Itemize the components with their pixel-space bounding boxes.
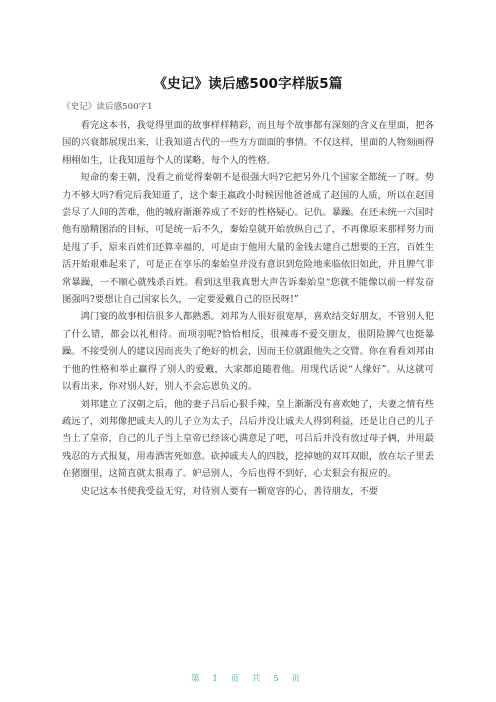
paragraph: 短命的秦王朝，没看之前觉得秦朝不是很强大吗?它把另外几个国家全都统一了呀。势力不够大吗?看完后我知道了，这个秦王嬴政小时候因他爸爸成了赵国的人质，所以在赵国尝尽了人间的苦难，他的城府渐渐养成了不好的性格疑心。记仇。暴躁。在还未统一六国时他有励精图治的目标，可是统一后不久，秦始皇就开始放纵自己了，不再像原来那样努力而是甩了手，原来百姓们还算幸福的，可是由于他用大量的金钱去建自己想要的王宫，百姓生活开始艰难起来了，可是正在享乐的秦始皇并没有意识到危险地来临依旧如此，并且脾气非常暴躁，一不顺心就残杀百姓。看到这里我真想大声告诉秦始皇“您就不能像以前一样发奋图强吗?要想让自己国家长久，一定要爱戴自己的臣民呀!” (62, 172, 434, 306)
paragraph: 看完这本书，我觉得里面的故事样样精彩，而且每个故事都有深刻的含义在里面，把各国的兴衰都展现出来，让我知道古代的一些方方面面的事情。不仅这样，里面的人物刻画得栩栩如生，让我知道每个人的谋略，每个人的性格。 (62, 120, 434, 166)
paragraph: 刘邦建立了汉朝之后，他的妻子吕后心狠手辣，皇上渐渐没有喜欢她了，夫妻之情有些疏远了，刘邦像把戚夫人的儿子立为太子，吕后并没让戚夫人得到利益，还是让自己的儿子当上了皇帝，自己的儿子当上皇帝已经该心满意足了吧，可吕后并没有放过母子俩，并用最残忍的方式报复，用毒酒害死如意。砍掉戚夫人的四肢，挖掉她的双耳双眼，放在坛子里丢在猪圈里，这简直就太狠毒了。妒忌别人，今后也得不到好，心太狠会有报应的。 (62, 398, 434, 480)
paragraph: 鸿门宴的故事相信很多人都熟悉。刘邦为人很好很宽厚，喜欢结交好朋友，不管别人犯了什么错，都会以礼相待。而项羽呢?恰恰相反，很辣毒不爱交朋友，很阴险脾气也挺暴躁。不接受别人的建议因而丧失了绝好的机会，因而王位就跟他失之交臂。你在看看刘邦由于他的性格和举止赢得了别人的爱戴，大家都追随着他。用现代话说“人缘好”。从这就可以看出来，你对别人好，别人不会忘恩负义的。 (62, 311, 434, 393)
paragraph: 史记这本书使我受益无穷，对待别人要有一颗宽容的心，善待朋友，不要 (80, 485, 379, 497)
document-body (62, 117, 434, 500)
document-title: 《史记》读后感500字样版5篇 (153, 76, 343, 92)
page-number-footer: 第 1 页 共 5 页 (191, 674, 305, 684)
document-subtitle: 《史记》读后感500字1 (62, 102, 153, 112)
